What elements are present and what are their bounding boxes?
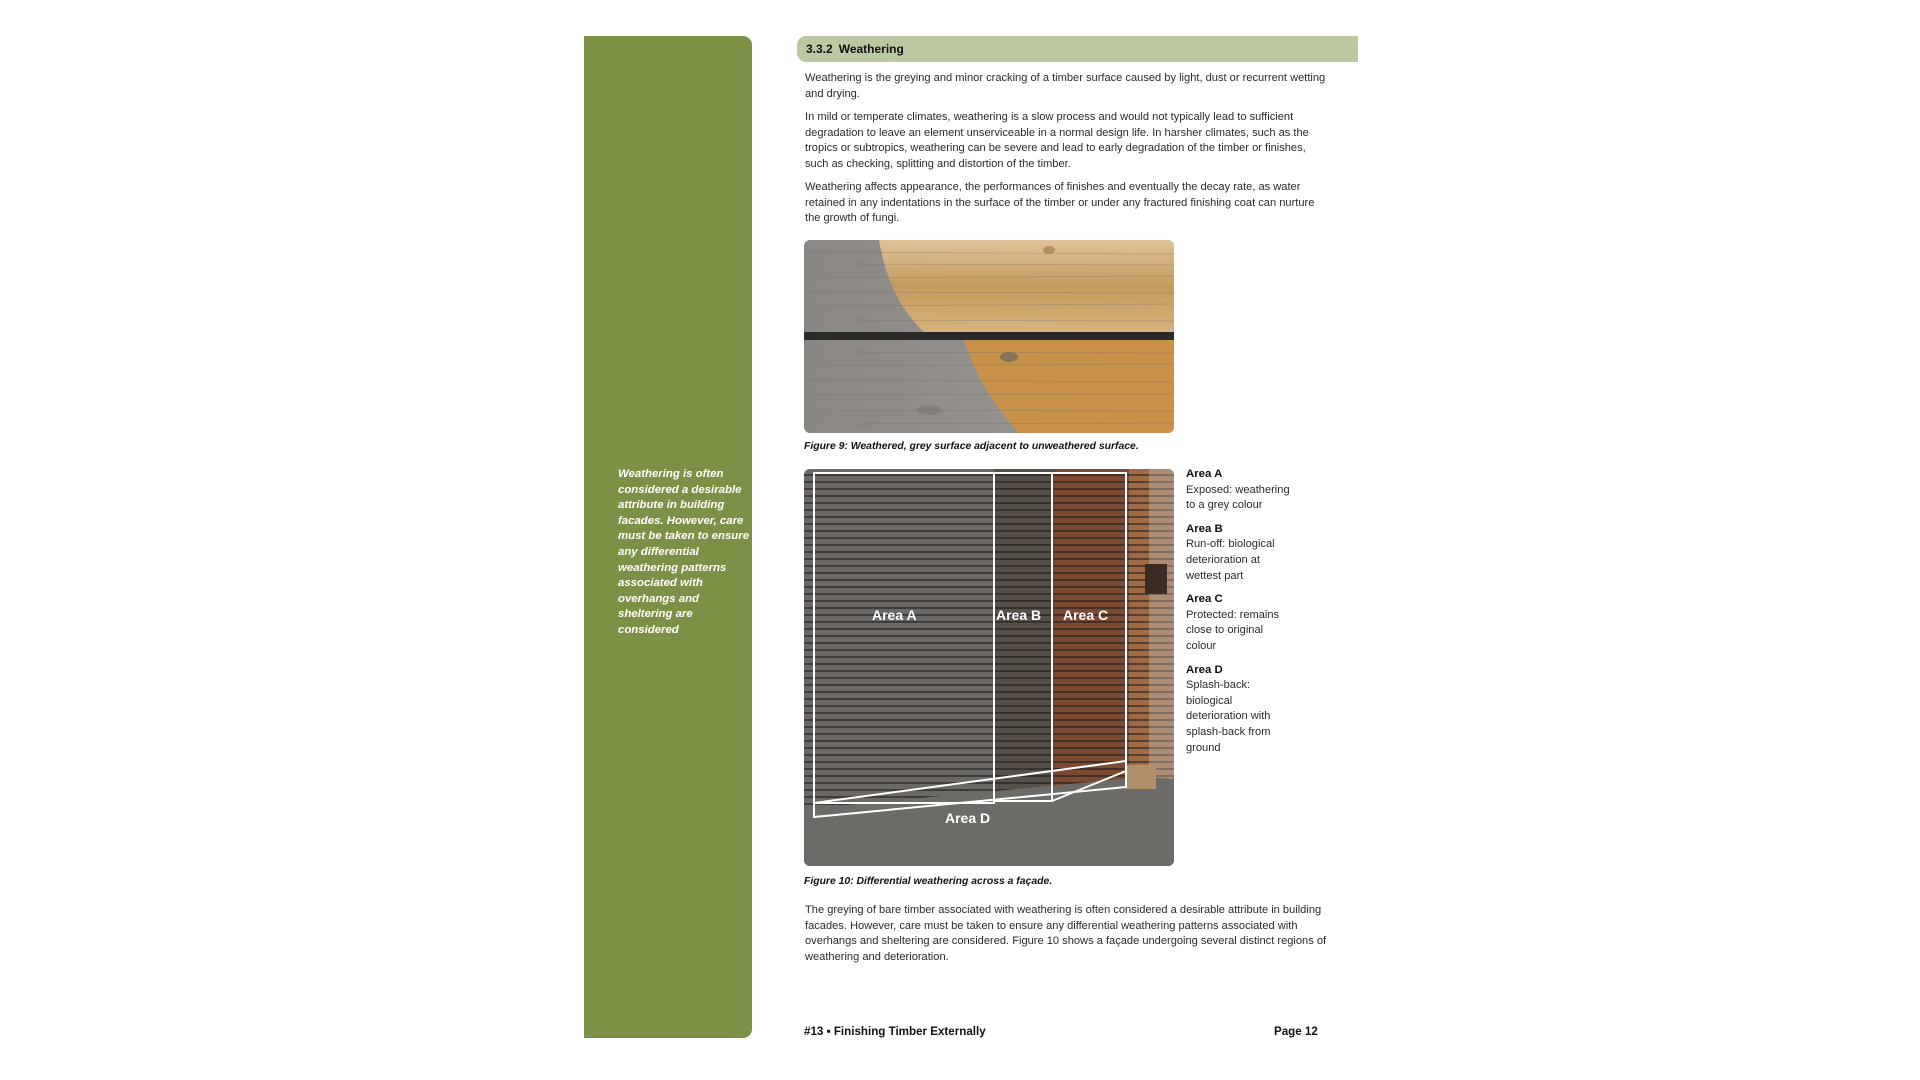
area-legend: [1186, 467, 1296, 764]
area-c-label: Area C: [1063, 607, 1109, 623]
facade-photo: [804, 469, 1174, 866]
paragraph-3: Weathering affects appearance, the performances of finishes and eventually the decay rate, as water retained in any indentations in the surface of the timber or under any fractured finishing coat can nurture the growth of fungi.: [805, 181, 1315, 225]
sidebar-panel: [584, 36, 752, 1038]
paragraph-1: Weathering is the greying and minor cracking of a timber surface caused by light, dust or recurrent wetting and drying.: [805, 72, 1326, 100]
paragraph-4: The greying of bare timber associated with weathering is often considered a desirable attribute in building facades. However, care must be taken to ensure any differential weathering patterns associated with overhangs and sheltering are considered. Figure 10 shows a façade undergoing several distinct regions of weathering and deterioration.: [805, 904, 1327, 963]
weathered-boards-photo: [804, 240, 1174, 433]
legend-item-area-c: [1186, 592, 1296, 654]
section-number: 3.3.2: [806, 42, 833, 56]
area-b-label: Area B: [996, 607, 1042, 623]
legend-item-area-b: [1186, 522, 1296, 584]
legend-title: Area D: [1186, 663, 1223, 676]
paragraph-2: In mild or temperate climates, weathering is a slow process and would not typically lead to sufficient degradation to leave an element unserviceable in a normal design life. In harsher climates, such as the tropics or subtropics, weathering can be severe and lead to early degradation of the timber or finishes, such as checking, splitting and distortion of the timber.: [805, 111, 1309, 170]
section-header: [797, 36, 1358, 62]
pull-quote: Weathering is often considered a desirable attribute in building facades. However, care must be taken to ensure any differential weathering patterns associated with overhangs and sheltering are considered: [618, 468, 750, 636]
legend-description: Protected: remains close to original colour: [1186, 608, 1280, 652]
legend-item-area-a: [1186, 467, 1296, 514]
figure-9-caption: Figure 9: Weathered, grey surface adjacent to unweathered surface.: [804, 441, 1139, 452]
legend-description: Run-off: biological deterioration at wettest part: [1186, 538, 1275, 582]
section-title-text: Weathering: [838, 42, 904, 56]
figure-10-image: [804, 469, 1174, 866]
legend-title: Area B: [1186, 522, 1223, 535]
footer-document-title: #13 • Finishing Timber Externally: [804, 1025, 986, 1038]
area-a-label: Area A: [872, 607, 917, 623]
section-title: [806, 42, 904, 56]
area-d-label: Area D: [945, 810, 991, 826]
legend-title: Area A: [1186, 468, 1223, 480]
figure-9-image: [804, 240, 1174, 433]
legend-description: Splash-back: biological deterioration with splash-back from ground: [1186, 679, 1271, 754]
page-number: Page 12: [1274, 1025, 1318, 1038]
figure-10-caption: Figure 10: Differential weathering across a façade.: [804, 876, 1053, 887]
legend-title: Area C: [1186, 593, 1223, 606]
legend-description: Exposed: weathering to a grey colour: [1186, 483, 1290, 512]
legend-item-area-d: [1186, 663, 1296, 757]
